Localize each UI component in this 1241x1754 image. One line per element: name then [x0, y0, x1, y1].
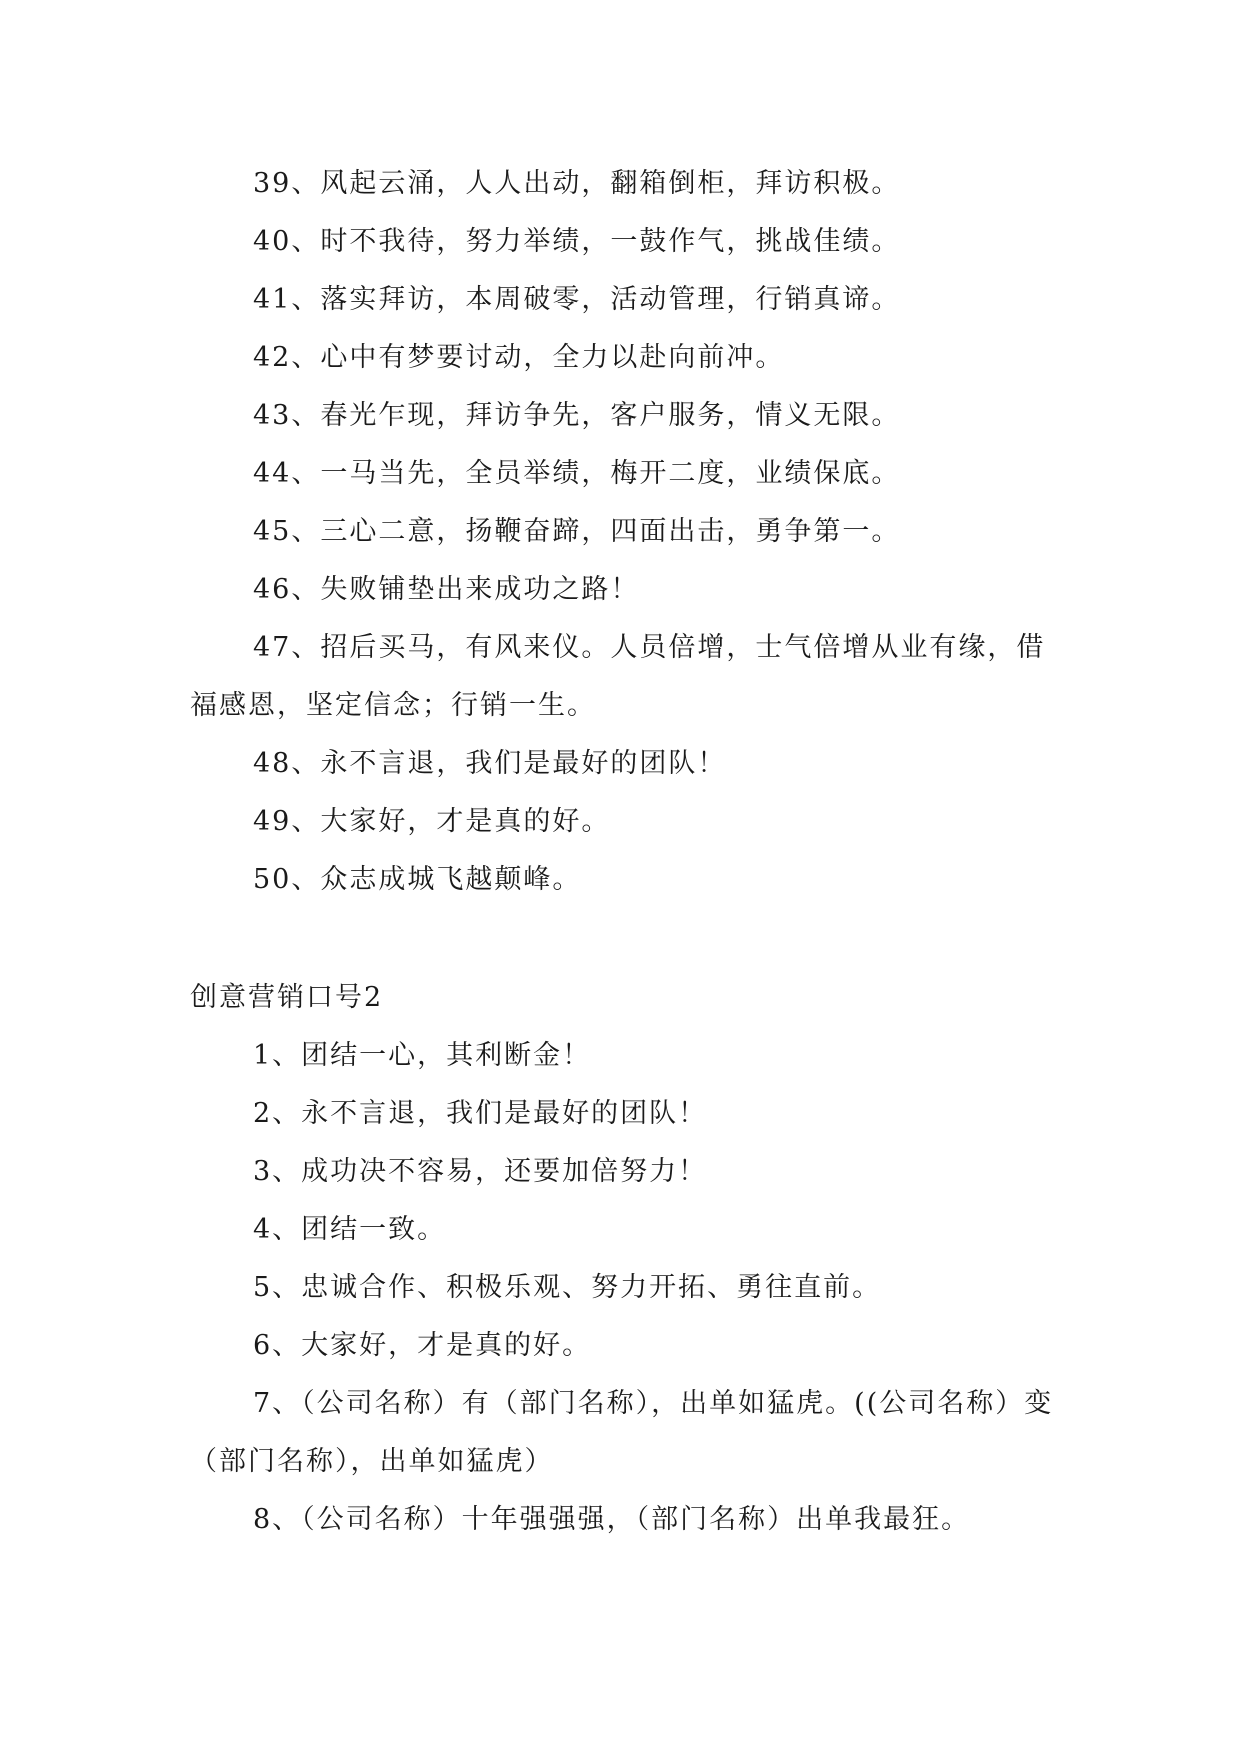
slogan-item: 46、失败铺垫出来成功之路！ [253, 574, 640, 605]
document-body [190, 155, 1060, 1549]
slogan-item: 42、心中有梦要讨动，全力以赴向前冲。 [253, 342, 785, 373]
slogan-item: 1、团结一心，其利断金！ [253, 1040, 592, 1071]
slogan-item: 50、众志成城飞越颠峰。 [253, 864, 582, 895]
slogan-item: 40、时不我待，努力举绩，一鼓作气，挑战佳绩。 [253, 226, 901, 257]
section-heading: 创意营销口号2 [190, 982, 384, 1013]
slogan-item: 43、春光乍现，拜访争先，客户服务，情义无限。 [253, 400, 901, 431]
slogan-item: 41、落实拜访，本周破零，活动管理，行销真谛。 [253, 284, 901, 315]
slogan-item: 39、风起云涌，人人出动，翻箱倒柜，拜访积极。 [253, 168, 901, 199]
slogan-item: 44、一马当先，全员举绩，梅开二度，业绩保底。 [253, 458, 901, 489]
slogan-item: 47、招后买马，有风来仪。人员倍增，士气倍增从业有缘，借福感恩，坚定信念；行销一生。 [190, 632, 1046, 721]
slogan-item: 4、团结一致。 [253, 1214, 447, 1245]
slogan-item: 2、永不言退，我们是最好的团队！ [253, 1098, 708, 1129]
slogan-item: 49、大家好，才是真的好。 [253, 806, 611, 837]
slogan-item: 8、（公司名称）十年强强强，（部门名称）出单我最狂。 [253, 1504, 971, 1535]
slogan-item: 6、大家好，才是真的好。 [253, 1330, 592, 1361]
slogan-item: 7、（公司名称）有（部门名称），出单如猛虎。((公司名称）变（部门名称），出单如猛虎） [190, 1388, 1054, 1477]
slogan-item: 5、忠诚合作、积极乐观、努力开拓、勇往直前。 [253, 1272, 882, 1303]
slogan-item: 48、永不言退，我们是最好的团队！ [253, 748, 727, 779]
slogan-item: 3、成功决不容易，还要加倍努力！ [253, 1156, 708, 1187]
slogan-item: 45、三心二意，扬鞭奋蹄，四面出击，勇争第一。 [253, 516, 901, 547]
